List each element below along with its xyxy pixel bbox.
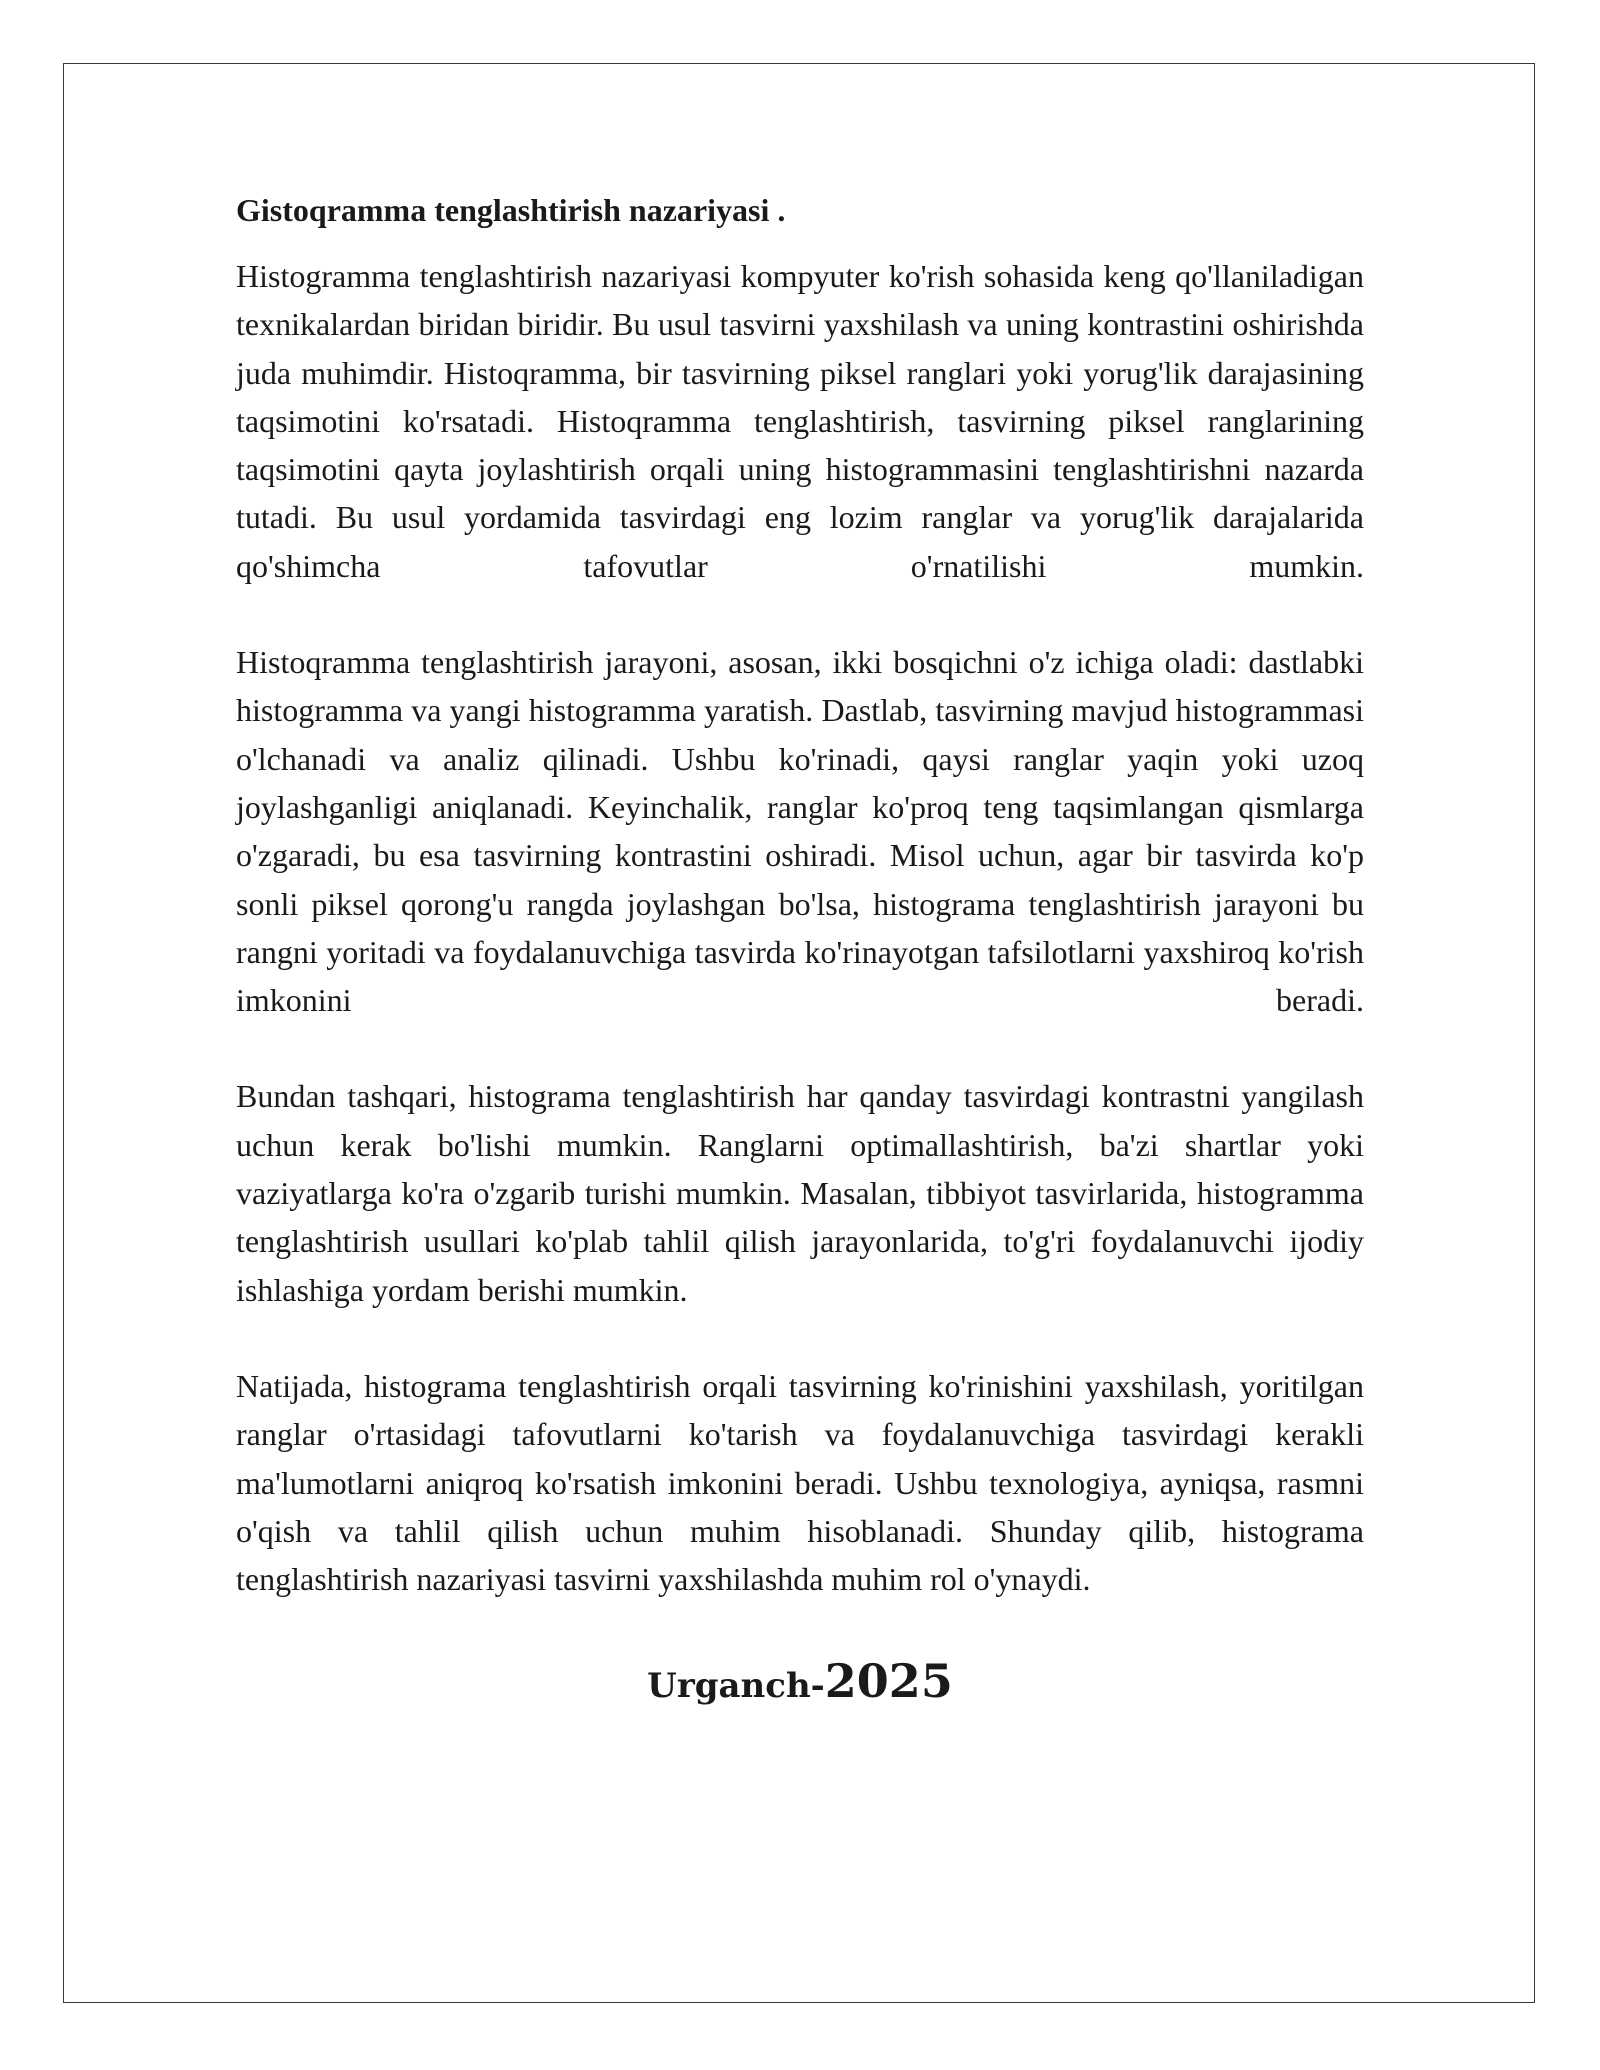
paragraph-additional: Bundan tashqari, histograma tenglashtirish har qanday tasvirdagi kontrastni yangilash uchun kerak bo'lishi mumkin. Ranglarni optimallashtirish, ba'zi shartlar yoki vaziyatlarga ko'ra o'zgarib turishi mumkin. Masalan, tibbiyot tasvirlarida, histogramma tenglashtirish usullari ko'plab tahlil qilish jarayonlarida, to'g'ri foydalanuvchi ijodiy ishlashiga yordam berishi mumkin.: [236, 1078, 1364, 1308]
footer-city: Urganch-: [647, 1666, 825, 1707]
document-footer: [236, 1651, 1364, 1722]
paragraph-intro: Histogramma tenglashtirish nazariyasi kompyuter ko'rish sohasida keng qo'llaniladigan texnikalardan biridan biridir. Bu usul tasvirni yaxshilash va uning kontrastini oshirishda juda muhimdir. Histoqramma, bir tasvirning piksel ranglari yoki yorug'lik darajasining taqsimotini ko'rsatadi. Histoqramma tenglashtirish, tasvirning piksel ranglarining taqsimotini qayta joylashtirish orqali uning histogrammasini tenglashtirishni nazarda tutadi. Bu usul yordamida tasvirdagi eng lozim ranglar va yorug'lik darajalarida qo'shimcha tafovutlar o'rnatilishi mumkin.: [236, 258, 1364, 584]
paragraph-conclusion: Natijada, histograma tenglashtirish orqali tasvirning ko'rinishini yaxshilash, yoritilgan ranglar o'rtasidagi tafovutlarni ko'tarish va foydalanuvchiga tasvirdagi kerakli ma'lumotlarni aniqroq ko'rsatish imkonini beradi. Ushbu texnologiya, ayniqsa, rasmni o'qish va tahlil qilish uchun muhim hisoblanadi. Shunday qilib, histograma tenglashtirish nazariyasi tasvirni yaxshilashda muhim rol o'ynaydi.: [236, 1367, 1364, 1598]
paragraph-process: Histoqramma tenglashtirish jarayoni, asosan, ikki bosqichni o'z ichiga oladi: dastlabki histogramma va yangi histogramma yaratish. Dastlab, tasvirning mavjud histogrammasi o'lchanadi va analiz qilinadi. Ushbu ko'rinadi, qaysi ranglar yaqin yoki uzoq joylashganligi aniqlanadi. Keyinchalik, ranglar ko'proq teng taqsimlangan qismlarga o'zgaradi, bu esa tasvirning kontrastini oshiradi. Misol uchun, agar bir tasvirda ko'p sonli piksel qorong'u rangda joylashgan bo'lsa, histograma tenglashtirish jarayoni bu rangni yoritadi va foydalanuvchiga tasvirda ko'rinayotgan tafsilotlarni yaxshiroq ko'rish imkonini beradi.: [236, 644, 1364, 1019]
document-heading: Gistoqramma tenglashtirish nazariyasi .: [236, 192, 786, 228]
footer-year: 2025: [824, 1654, 953, 1709]
document-body: [236, 186, 1364, 1722]
